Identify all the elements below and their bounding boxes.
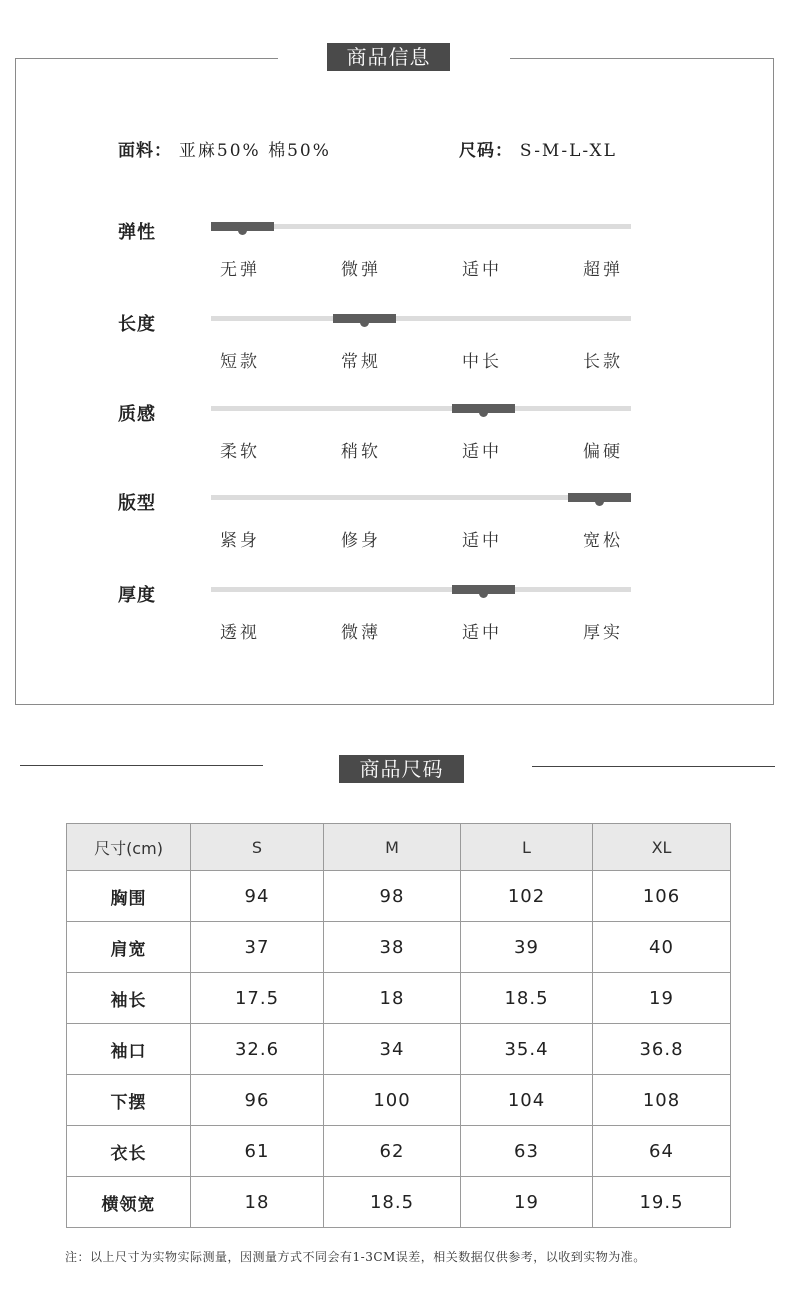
measurement-value: 108 [593,1075,731,1126]
measurement-name: 下摆 [67,1075,191,1126]
attribute-track [211,224,631,229]
marker-dot-icon [479,408,488,417]
attribute-label: 弹性 [118,222,156,243]
marker-dot-icon [238,226,247,235]
measurement-value: 18 [324,973,461,1024]
header-cell: M [324,824,461,871]
marker-dot-icon [360,318,369,327]
header-cell: 尺寸(cm) [67,824,191,871]
size-table-row [67,1075,731,1126]
measurement-value: 19 [461,1177,593,1228]
marker-dot-icon [595,497,604,506]
size-chart-title: 商品尺码 [339,755,464,783]
measurement-value: 106 [593,871,731,922]
attribute-option: 柔软 [220,442,260,462]
attribute-option: 适中 [462,442,502,462]
measurement-name: 衣长 [67,1126,191,1177]
measurement-value: 102 [461,871,593,922]
attribute-option: 稍软 [341,442,381,462]
measurement-value: 39 [461,922,593,973]
measurement-value: 94 [191,871,324,922]
size-label: 尺码： [459,141,513,161]
measurement-value: 18 [191,1177,324,1228]
measurement-value: 38 [324,922,461,973]
measurement-value: 19.5 [593,1177,731,1228]
attribute-track [211,406,631,411]
marker-dot-icon [479,589,488,598]
measurement-value: 100 [324,1075,461,1126]
attribute-option: 适中 [462,531,502,551]
measurement-value: 104 [461,1075,593,1126]
size-table-row [67,1024,731,1075]
attribute-label: 质感 [118,404,156,425]
attribute-option: 常规 [341,352,381,372]
product-info-title: 商品信息 [327,43,450,71]
measurement-value: 98 [324,871,461,922]
measurement-value: 35.4 [461,1024,593,1075]
size-table-row [67,973,731,1024]
measurement-value: 62 [324,1126,461,1177]
attribute-option: 长款 [583,352,623,372]
fabric-label: 面料： [118,141,172,161]
divider-left [20,765,263,766]
measurement-name: 袖长 [67,973,191,1024]
attribute-option: 修身 [341,531,381,551]
size-table-header-row [67,824,731,871]
fabric-spec [118,136,331,161]
measurement-value: 96 [191,1075,324,1126]
attribute-level-marker [333,314,396,323]
attribute-option: 微薄 [341,623,381,643]
measurement-value: 61 [191,1126,324,1177]
attribute-track [211,587,631,592]
attribute-option: 中长 [462,352,502,372]
attribute-option: 偏硬 [583,442,623,462]
attribute-option: 短款 [220,352,260,372]
measurement-value: 17.5 [191,973,324,1024]
attribute-label: 厚度 [118,585,156,606]
measurement-note: 注：以上尺寸为实物实际测量，因测量方式不同会有1-3CM误差，相关数据仅供参考，以收到实物为准。 [65,1250,646,1264]
size-table-row [67,922,731,973]
attribute-track [211,495,631,500]
attribute-option: 适中 [462,623,502,643]
header-cell: XL [593,824,731,871]
size-table-row [67,871,731,922]
measurement-name: 胸围 [67,871,191,922]
measurement-value: 32.6 [191,1024,324,1075]
attribute-option: 适中 [462,260,502,280]
attribute-option: 超弹 [583,260,623,280]
measurement-value: 34 [324,1024,461,1075]
measurement-value: 18.5 [324,1177,461,1228]
header-cell: S [191,824,324,871]
measurement-value: 36.8 [593,1024,731,1075]
measurement-value: 18.5 [461,973,593,1024]
measurement-value: 19 [593,973,731,1024]
attribute-option: 无弹 [220,260,260,280]
attribute-label: 长度 [118,314,156,335]
attribute-option: 透视 [220,623,260,643]
attribute-level-marker [452,404,515,413]
measurement-name: 横领宽 [67,1177,191,1228]
divider-right [532,766,775,767]
measurement-value: 37 [191,922,324,973]
header-cell: L [461,824,593,871]
size-spec [459,136,617,161]
measurement-value: 64 [593,1126,731,1177]
attribute-option: 紧身 [220,531,260,551]
attribute-level-marker [568,493,631,502]
measurement-name: 肩宽 [67,922,191,973]
attribute-option: 微弹 [341,260,381,280]
size-table [66,823,731,1228]
attribute-level-marker [452,585,515,594]
attribute-label: 版型 [118,493,156,514]
attribute-option: 厚实 [583,623,623,643]
size-value: S-M-L-XL [519,141,617,161]
size-table-row [67,1126,731,1177]
size-table-row [67,1177,731,1228]
fabric-value: 亚麻50% 棉50% [178,141,331,161]
attribute-level-marker [211,222,274,231]
attribute-option: 宽松 [583,531,623,551]
measurement-name: 袖口 [67,1024,191,1075]
measurement-value: 40 [593,922,731,973]
attribute-track [211,316,631,321]
measurement-value: 63 [461,1126,593,1177]
